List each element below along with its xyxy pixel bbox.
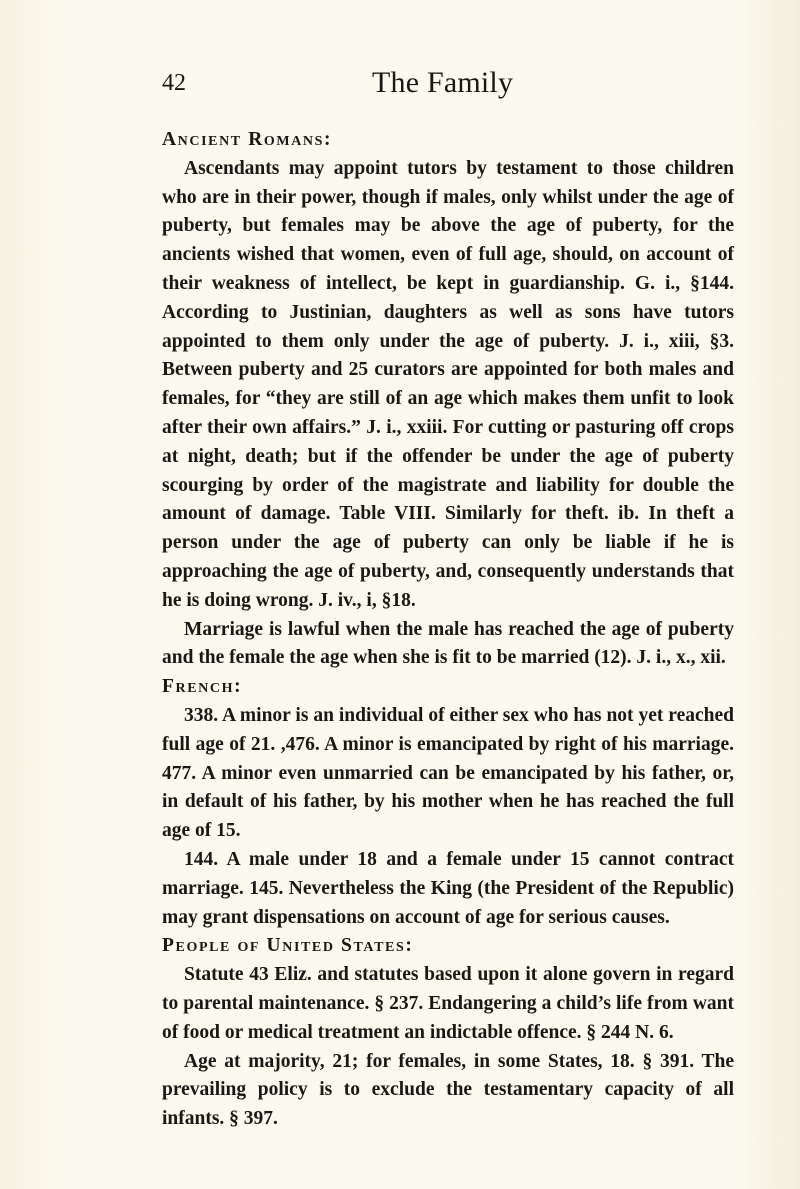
paragraph-french-marriage: 144. A male under 18 and a female under 15 cannot contract marriage. 145. Nevertheless the King (the President of the Republic) may grant dispensations on account of age for serious causes. [162,848,734,928]
paragraph-french-minors: 338. A minor is an individual of either sex who has not yet reached full age of 21. ,476. A minor is emancipated by right of his marriage. 477. A minor even unmarried can be emancipated by his father, or, in default of his father, by his mother when he has reached the full age of 15. [162,704,734,842]
paragraph-us-majority: Age at majority, 21; for females, in some States, 18. § 391. The prevailing policy is to exclude the testamentary capacity of all infants. § 397. [162,1050,734,1130]
running-title: The Family [372,66,514,99]
section-heading-french: French: [162,676,243,698]
paragraph-romans-marriage: Marriage is lawful when the male has reached the age of puberty and the female the age when she is fit to be married (12). J. i., x., xii. [162,618,734,669]
page-number: 42 [162,70,186,96]
section-heading-united-states: People of United States: [162,935,414,957]
paragraph-us-maintenance: Statute 43 Eliz. and statutes based upon it alone govern in regard to parental maintenance. § 237. Endangering a child’s life from want of food or medical treatment an indictable offence. § 244 N. 6. [162,964,734,1043]
paragraph-romans-tutors: Ascendants may appoint tutors by testament to those children who are in their power, though if males, only whilst under the age of puberty, but females may be above the age of puberty, for the ancients wished that women, even of full age, should, on account of their weakness of intellect, be kept in guardianship. G. i., §144. According to Justinian, daughters as well as sons have tutors appointed to them only under the age of puberty. J. i., xiii, §3. Between puberty and 25 curators are appointed for both males and females, for “they are still of an age which makes them unfit to look after their own affairs.” J. i., xxiii. For cutting or pasturing off crops at night, death; but if the offender be under the age of puberty scourging by order of the magistrate and liability for double the amount of damage. Table VIII. Similarly for theft. ib. In theft a person under the age of puberty can only be liable if he is approaching the age of puberty, and, consequently understands that he is doing wrong. J. iv., i, §18. [162,157,734,611]
section-heading-ancient-romans: Ancient Romans: [162,129,333,150]
body-text [162,126,734,1134]
page-header [162,66,722,106]
